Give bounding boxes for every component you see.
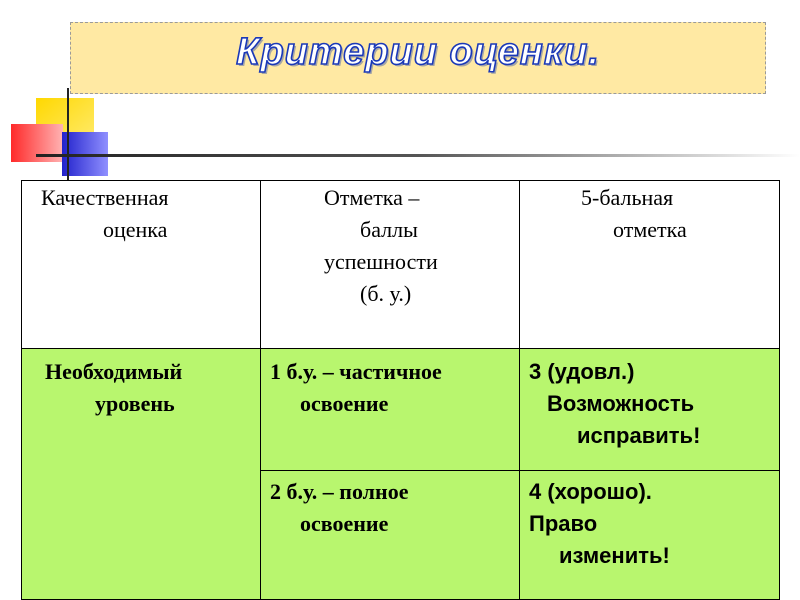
table-header-row [22, 181, 780, 349]
level-cell: Необходимый уровень [22, 349, 261, 600]
slide-title: Критерии оценки. [236, 31, 600, 73]
header-points: Отметка – баллы успешности (б. у.) [261, 181, 520, 349]
table-row [22, 349, 780, 471]
horizontal-rule [36, 154, 800, 157]
decorative-squares-logo [0, 0, 800, 180]
header-mark: 5-бальная отметка [520, 181, 780, 349]
header-quality: Качественная оценка [22, 181, 261, 349]
criteria-table [21, 180, 780, 600]
points-cell-2: 2 б.у. – полное освоение [261, 471, 520, 600]
mark-cell-2: 4 (хорошо). Право изменить! [520, 471, 780, 600]
points-cell-1: 1 б.у. – частичное освоение [261, 349, 520, 471]
mark-cell-1: 3 (удовл.) Возможность исправить! [520, 349, 780, 471]
